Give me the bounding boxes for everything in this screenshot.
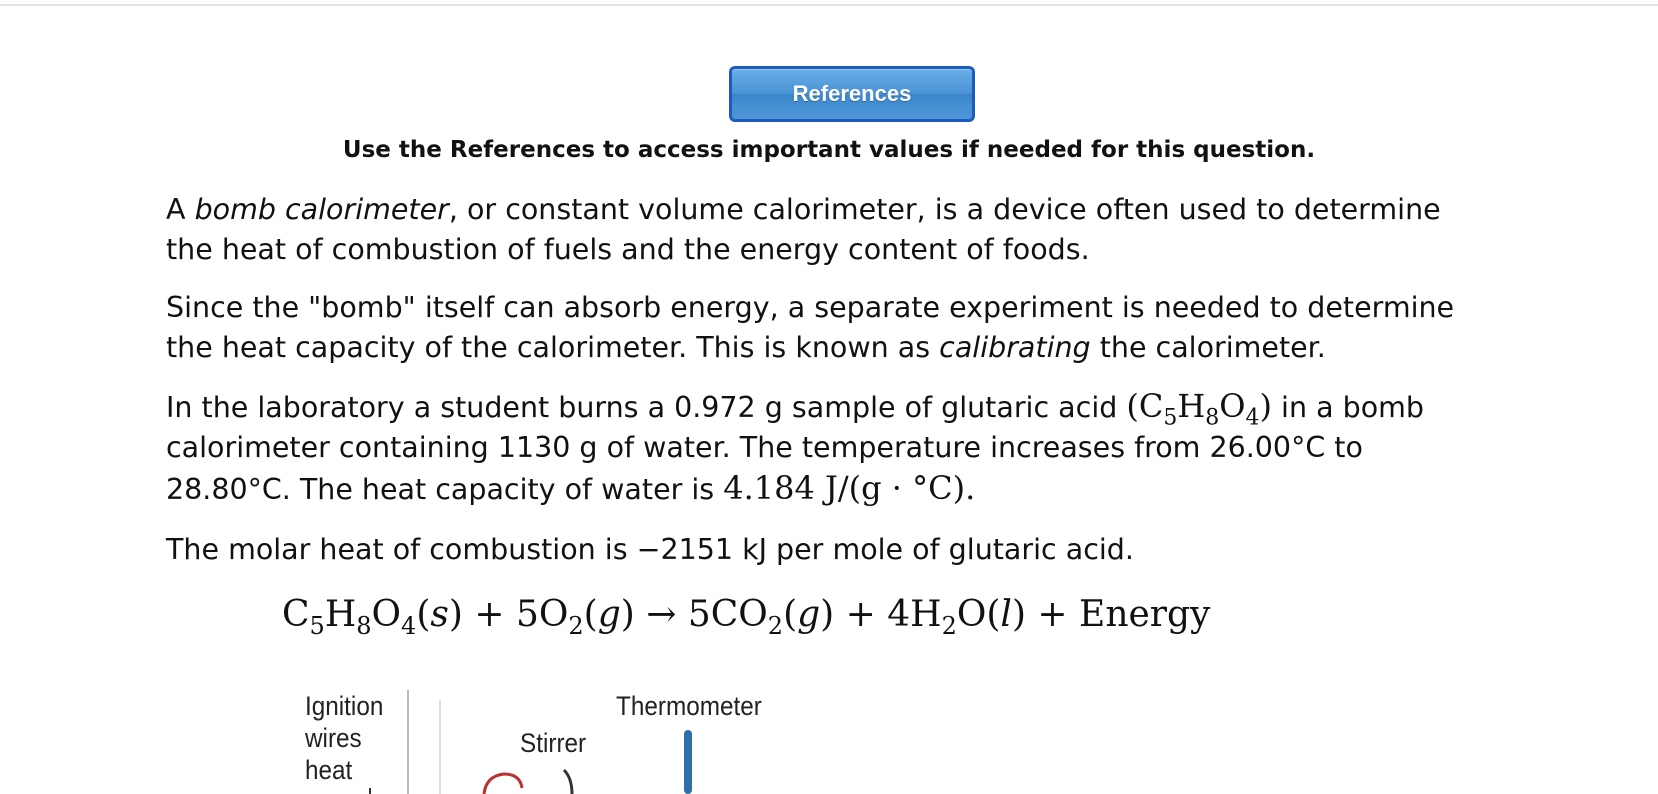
p3-line1-start: In the laboratory a student burns a 0.972 g sample of glutaric acid [166,391,1127,424]
top-divider [0,4,1658,6]
p2-line2-start: the heat capacity of the calorimeter. This is known as [166,331,940,364]
thermometer-rod [684,730,692,794]
stirrer-label: Stirrer [520,728,587,758]
references-button-label: References [792,81,912,106]
p1-text-rest: , or constant volume calorimeter, is a device often used to determine [448,193,1441,226]
paragraph-bomb-calorimeter [166,190,1566,270]
p3-line3-start: 28.80°C. The heat capacity of water is [166,473,724,506]
paragraph-experiment [166,386,1566,510]
p2-line2-end: the calorimeter. [1090,331,1326,364]
references-notice: Use the References to access important values if needed for this question. [342,137,1316,163]
p1-line2: the heat of combustion of fuels and the energy content of foods. [166,233,1090,266]
p1-emphasis: bomb calorimeter [194,193,449,226]
heat-capacity-value: 4.184 J/(g · °C) [723,469,966,507]
stirrer-red-wire [484,774,522,794]
paragraph-calibration [166,288,1566,368]
combustion-equation: $C_5H_8O_4(s) + 5O_2(g) \to 5CO_2(g) + 4H_2O(l)$ + Energy [282,594,1211,641]
thermometer-label: Thermometer [616,691,762,721]
glutaric-acid-formula: $(C_5H_8O_4)$ [1126,387,1272,431]
references-button[interactable] [729,66,975,122]
ignition-label-line2: wires [305,723,362,753]
p1-text-start: A [166,193,195,226]
ignition-label-line3: heat [305,755,353,785]
p3-line1-end: in a bomb [1271,391,1424,424]
stirrer-shaft [564,770,572,794]
paragraph-molar-heat: The molar heat of combustion is −2151 kJ per mole of glutaric acid. [166,533,1134,566]
p2-line1: Since the "bomb" itself can absorb energy, a separate experiment is needed to determine [166,291,1455,324]
p3-line3-end: . [965,469,976,507]
calorimeter-diagram [300,680,720,794]
p3-line2: calorimeter containing 1130 g of water. The temperature increases from 26.00°C to [166,431,1363,464]
p2-emphasis: calibrating [939,331,1091,364]
ignition-label-line1: Ignition [305,691,384,721]
